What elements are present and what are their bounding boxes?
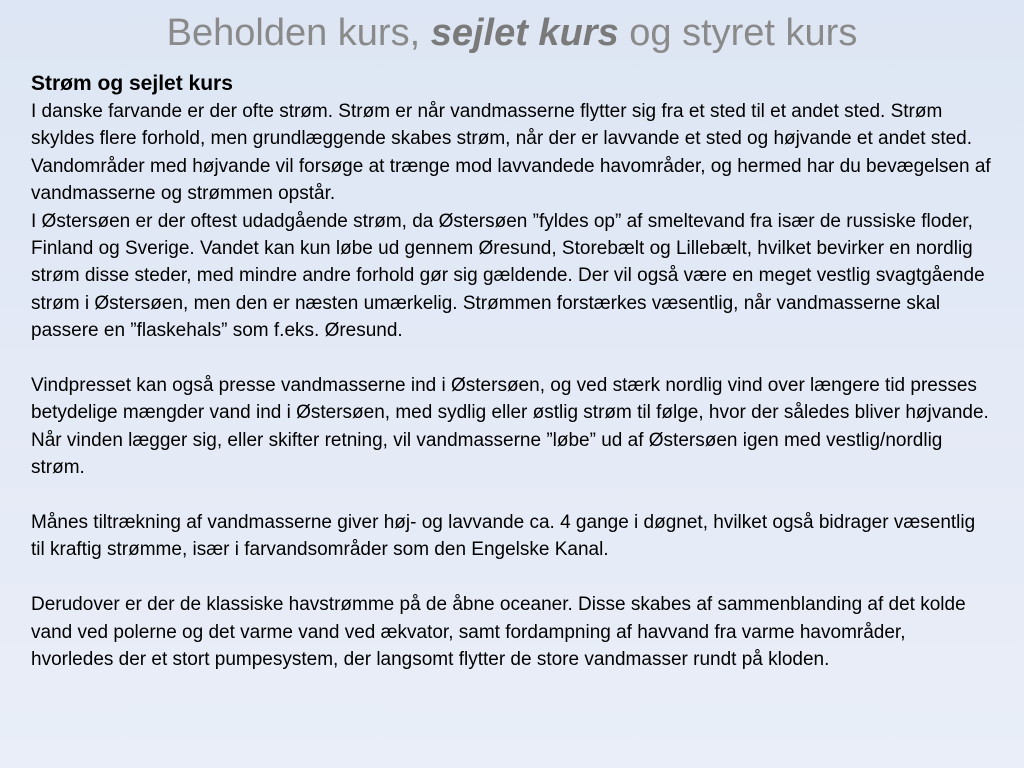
paragraph-spacer xyxy=(31,482,991,509)
paragraph-moon-tides: Månes tiltrækning af vandmasserne giver høj- og lavvande ca. 4 gange i døgnet, hvilket også bidrager væsentlig til kraftig strømme, især i farvandsområder som den Engelske Kanal. xyxy=(31,512,976,561)
title-part-1: Beholden kurs, xyxy=(166,12,431,54)
title-part-2: og styret kurs xyxy=(618,12,858,54)
slide-body xyxy=(31,70,991,673)
paragraph-current-intro: I danske farvande er der ofte strøm. Strøm er når vandmasserne flytter sig fra et sted til et andet sted. Strøm skyldes flere forhold, men grundlæggende skabes strøm, når der er lavvande et sted og højvande et andet sted. Vandområder med højvande vil forsøge at trænge mod lavvandede havområder, og hermed har du bevægelsen af vandmasserne og strømmen opstår. xyxy=(31,101,991,205)
slide-title xyxy=(0,10,1024,56)
paragraph-wind-pressure: Vindpresset kan også presse vandmasserne ind i Østersøen, og ved stærk nordlig vind over længere tid presses betydelige mængder vand ind i Østersøen, med sydlig eller østlig strøm til følge, hvor der således bliver højvande. Når vinden lægger sig, eller skifter retning, vil vandmasserne ”løbe” ud af Østersøen igen med vestlig/nordlig strøm. xyxy=(31,375,989,479)
section-heading: Strøm og sejlet kurs xyxy=(31,72,233,95)
paragraph-baltic-current: I Østersøen er der oftest udadgående strøm, da Østersøen ”fyldes op” af smeltevand fra især de russiske floder, Finland og Sverige. Vandet kan kun løbe ud gennem Øresund, Storebælt og Lillebælt, hvilket bevirker en nordlig strøm disse steder, med mindre andre forhold gør sig gældende. Der vil også være en meget vestlig svagtgående strøm i Østersøen, men den er næsten umærkelig. Strømmen forstærkes væsentlig, når vandmasserne skal passere en ”flaskehals” som f.eks. Øresund. xyxy=(31,210,985,342)
title-emphasis: sejlet kurs xyxy=(430,12,619,54)
paragraph-spacer xyxy=(31,345,991,372)
paragraph-spacer xyxy=(31,564,991,591)
paragraph-ocean-currents: Derudover er der de klassiske havstrømme på de åbne oceaner. Disse skabes af sammenblanding af det kolde vand ved polerne og det varme vand ved ækvator, samt fordampning af havvand fra varme havområder, hvorledes der et stort pumpesystem, der langsomt flytter de store vandmasser rundt på kloden. xyxy=(31,594,966,671)
